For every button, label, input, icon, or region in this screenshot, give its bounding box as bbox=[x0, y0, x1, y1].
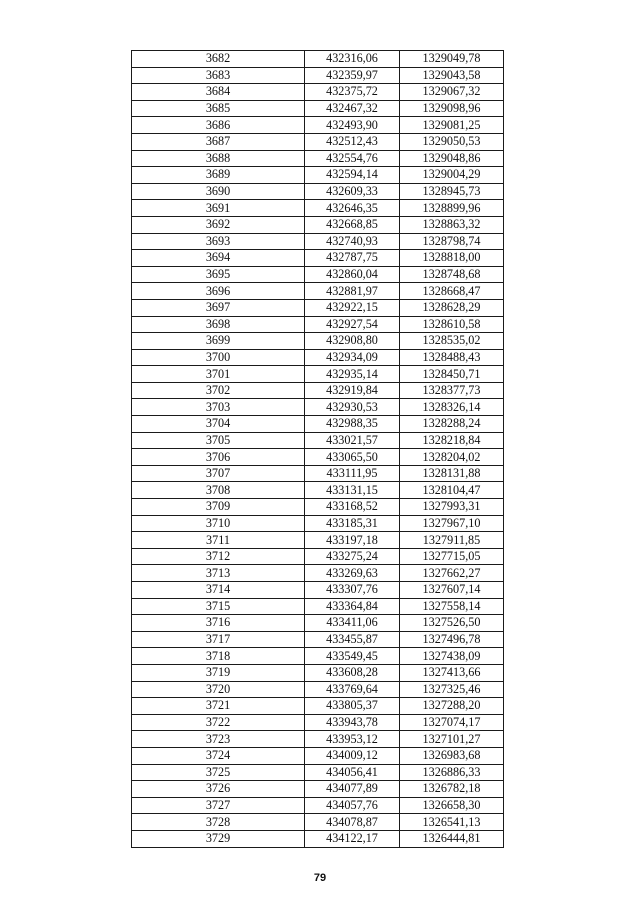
y-coordinate-cell: 1329081,25 bbox=[400, 117, 504, 134]
x-coordinate-cell: 432935,14 bbox=[305, 366, 400, 383]
y-coordinate-cell: 1328610,58 bbox=[400, 316, 504, 333]
y-coordinate-cell: 1327074,17 bbox=[400, 714, 504, 731]
table-row bbox=[132, 51, 504, 68]
table-row bbox=[132, 250, 504, 267]
x-coordinate-cell: 433065,50 bbox=[305, 449, 400, 466]
point-number-cell: 3682 bbox=[132, 51, 305, 68]
x-coordinate-cell: 433549,45 bbox=[305, 648, 400, 665]
y-coordinate-cell: 1327288,20 bbox=[400, 698, 504, 715]
table-row bbox=[132, 714, 504, 731]
table-row bbox=[132, 233, 504, 250]
point-number-cell: 3688 bbox=[132, 150, 305, 167]
point-number-cell: 3719 bbox=[132, 664, 305, 681]
table-row bbox=[132, 333, 504, 350]
table-row bbox=[132, 200, 504, 217]
x-coordinate-cell: 433185,31 bbox=[305, 515, 400, 532]
y-coordinate-cell: 1328131,88 bbox=[400, 465, 504, 482]
x-coordinate-cell: 433197,18 bbox=[305, 532, 400, 549]
x-coordinate-cell: 432594,14 bbox=[305, 167, 400, 184]
y-coordinate-cell: 1328104,47 bbox=[400, 482, 504, 499]
x-coordinate-cell: 432740,93 bbox=[305, 233, 400, 250]
point-number-cell: 3726 bbox=[132, 781, 305, 798]
table-row bbox=[132, 382, 504, 399]
point-number-cell: 3716 bbox=[132, 615, 305, 632]
y-coordinate-cell: 1328899,96 bbox=[400, 200, 504, 217]
y-coordinate-cell: 1329050,53 bbox=[400, 133, 504, 150]
y-coordinate-cell: 1328628,29 bbox=[400, 299, 504, 316]
point-number-cell: 3691 bbox=[132, 200, 305, 217]
x-coordinate-cell: 433769,64 bbox=[305, 681, 400, 698]
x-coordinate-cell: 432359,97 bbox=[305, 67, 400, 84]
x-coordinate-cell: 434056,41 bbox=[305, 764, 400, 781]
table-row bbox=[132, 731, 504, 748]
x-coordinate-cell: 434077,89 bbox=[305, 781, 400, 798]
table-row bbox=[132, 764, 504, 781]
x-coordinate-cell: 432988,35 bbox=[305, 416, 400, 433]
y-coordinate-cell: 1328488,43 bbox=[400, 349, 504, 366]
point-number-cell: 3700 bbox=[132, 349, 305, 366]
table-row bbox=[132, 681, 504, 698]
y-coordinate-cell: 1327662,27 bbox=[400, 565, 504, 582]
table-row bbox=[132, 349, 504, 366]
point-number-cell: 3706 bbox=[132, 449, 305, 466]
x-coordinate-cell: 433364,84 bbox=[305, 598, 400, 615]
table-row bbox=[132, 615, 504, 632]
point-number-cell: 3686 bbox=[132, 117, 305, 134]
x-coordinate-cell: 433953,12 bbox=[305, 731, 400, 748]
x-coordinate-cell: 432787,75 bbox=[305, 250, 400, 267]
y-coordinate-cell: 1328450,71 bbox=[400, 366, 504, 383]
y-coordinate-cell: 1326983,68 bbox=[400, 747, 504, 764]
table-row bbox=[132, 797, 504, 814]
y-coordinate-cell: 1329048,86 bbox=[400, 150, 504, 167]
x-coordinate-cell: 433021,57 bbox=[305, 432, 400, 449]
y-coordinate-cell: 1327607,14 bbox=[400, 582, 504, 599]
y-coordinate-cell: 1327325,46 bbox=[400, 681, 504, 698]
point-number-cell: 3685 bbox=[132, 100, 305, 117]
table-row bbox=[132, 631, 504, 648]
x-coordinate-cell: 432375,72 bbox=[305, 84, 400, 101]
point-number-cell: 3727 bbox=[132, 797, 305, 814]
point-number-cell: 3693 bbox=[132, 233, 305, 250]
table-row bbox=[132, 648, 504, 665]
x-coordinate-cell: 433943,78 bbox=[305, 714, 400, 731]
table-row bbox=[132, 582, 504, 599]
point-number-cell: 3699 bbox=[132, 333, 305, 350]
y-coordinate-cell: 1328863,32 bbox=[400, 216, 504, 233]
table-row bbox=[132, 814, 504, 831]
x-coordinate-cell: 432934,09 bbox=[305, 349, 400, 366]
table-row bbox=[132, 150, 504, 167]
x-coordinate-cell: 433608,28 bbox=[305, 664, 400, 681]
point-number-cell: 3710 bbox=[132, 515, 305, 532]
table-row bbox=[132, 366, 504, 383]
point-number-cell: 3694 bbox=[132, 250, 305, 267]
coordinates-table bbox=[131, 50, 504, 848]
x-coordinate-cell: 432908,80 bbox=[305, 333, 400, 350]
y-coordinate-cell: 1329049,78 bbox=[400, 51, 504, 68]
y-coordinate-cell: 1327413,66 bbox=[400, 664, 504, 681]
x-coordinate-cell: 434122,17 bbox=[305, 830, 400, 847]
table-row bbox=[132, 84, 504, 101]
point-number-cell: 3703 bbox=[132, 399, 305, 416]
x-coordinate-cell: 433269,63 bbox=[305, 565, 400, 582]
y-coordinate-cell: 1327967,10 bbox=[400, 515, 504, 532]
x-coordinate-cell: 432881,97 bbox=[305, 283, 400, 300]
x-coordinate-cell: 432554,76 bbox=[305, 150, 400, 167]
x-coordinate-cell: 434078,87 bbox=[305, 814, 400, 831]
point-number-cell: 3692 bbox=[132, 216, 305, 233]
point-number-cell: 3729 bbox=[132, 830, 305, 847]
point-number-cell: 3721 bbox=[132, 698, 305, 715]
y-coordinate-cell: 1329067,32 bbox=[400, 84, 504, 101]
x-coordinate-cell: 432922,15 bbox=[305, 299, 400, 316]
x-coordinate-cell: 432668,85 bbox=[305, 216, 400, 233]
point-number-cell: 3714 bbox=[132, 582, 305, 599]
y-coordinate-cell: 1328748,68 bbox=[400, 266, 504, 283]
table-row bbox=[132, 316, 504, 333]
point-number-cell: 3684 bbox=[132, 84, 305, 101]
table-row bbox=[132, 499, 504, 516]
x-coordinate-cell: 433111,95 bbox=[305, 465, 400, 482]
point-number-cell: 3728 bbox=[132, 814, 305, 831]
point-number-cell: 3724 bbox=[132, 747, 305, 764]
y-coordinate-cell: 1328288,24 bbox=[400, 416, 504, 433]
point-number-cell: 3709 bbox=[132, 499, 305, 516]
y-coordinate-cell: 1327911,85 bbox=[400, 532, 504, 549]
x-coordinate-cell: 434009,12 bbox=[305, 747, 400, 764]
table-row bbox=[132, 133, 504, 150]
table-row bbox=[132, 515, 504, 532]
point-number-cell: 3725 bbox=[132, 764, 305, 781]
y-coordinate-cell: 1327993,31 bbox=[400, 499, 504, 516]
y-coordinate-cell: 1328535,02 bbox=[400, 333, 504, 350]
y-coordinate-cell: 1328377,73 bbox=[400, 382, 504, 399]
point-number-cell: 3720 bbox=[132, 681, 305, 698]
x-coordinate-cell: 432860,04 bbox=[305, 266, 400, 283]
point-number-cell: 3690 bbox=[132, 183, 305, 200]
point-number-cell: 3705 bbox=[132, 432, 305, 449]
table-row bbox=[132, 532, 504, 549]
y-coordinate-cell: 1328218,84 bbox=[400, 432, 504, 449]
x-coordinate-cell: 432512,43 bbox=[305, 133, 400, 150]
table-row bbox=[132, 565, 504, 582]
x-coordinate-cell: 433275,24 bbox=[305, 548, 400, 565]
table-row bbox=[132, 747, 504, 764]
point-number-cell: 3715 bbox=[132, 598, 305, 615]
point-number-cell: 3695 bbox=[132, 266, 305, 283]
x-coordinate-cell: 433805,37 bbox=[305, 698, 400, 715]
coordinates-table-body bbox=[132, 51, 504, 848]
y-coordinate-cell: 1327496,78 bbox=[400, 631, 504, 648]
y-coordinate-cell: 1328204,02 bbox=[400, 449, 504, 466]
x-coordinate-cell: 432316,06 bbox=[305, 51, 400, 68]
table-row bbox=[132, 266, 504, 283]
y-coordinate-cell: 1326782,18 bbox=[400, 781, 504, 798]
y-coordinate-cell: 1327438,09 bbox=[400, 648, 504, 665]
point-number-cell: 3689 bbox=[132, 167, 305, 184]
x-coordinate-cell: 433455,87 bbox=[305, 631, 400, 648]
x-coordinate-cell: 432919,84 bbox=[305, 382, 400, 399]
point-number-cell: 3696 bbox=[132, 283, 305, 300]
y-coordinate-cell: 1328326,14 bbox=[400, 399, 504, 416]
y-coordinate-cell: 1326444,81 bbox=[400, 830, 504, 847]
x-coordinate-cell: 433168,52 bbox=[305, 499, 400, 516]
table-row bbox=[132, 167, 504, 184]
table-row bbox=[132, 299, 504, 316]
table-row bbox=[132, 183, 504, 200]
x-coordinate-cell: 432930,53 bbox=[305, 399, 400, 416]
point-number-cell: 3717 bbox=[132, 631, 305, 648]
table-row bbox=[132, 664, 504, 681]
table-row bbox=[132, 449, 504, 466]
point-number-cell: 3683 bbox=[132, 67, 305, 84]
y-coordinate-cell: 1327715,05 bbox=[400, 548, 504, 565]
table-row bbox=[132, 548, 504, 565]
point-number-cell: 3687 bbox=[132, 133, 305, 150]
y-coordinate-cell: 1326658,30 bbox=[400, 797, 504, 814]
point-number-cell: 3713 bbox=[132, 565, 305, 582]
y-coordinate-cell: 1329043,58 bbox=[400, 67, 504, 84]
x-coordinate-cell: 433411,06 bbox=[305, 615, 400, 632]
x-coordinate-cell: 432609,33 bbox=[305, 183, 400, 200]
point-number-cell: 3707 bbox=[132, 465, 305, 482]
x-coordinate-cell: 434057,76 bbox=[305, 797, 400, 814]
table-row bbox=[132, 216, 504, 233]
y-coordinate-cell: 1328798,74 bbox=[400, 233, 504, 250]
y-coordinate-cell: 1327526,50 bbox=[400, 615, 504, 632]
x-coordinate-cell: 433307,76 bbox=[305, 582, 400, 599]
table-row bbox=[132, 830, 504, 847]
y-coordinate-cell: 1326886,33 bbox=[400, 764, 504, 781]
y-coordinate-cell: 1328945,73 bbox=[400, 183, 504, 200]
y-coordinate-cell: 1329004,29 bbox=[400, 167, 504, 184]
table-row bbox=[132, 100, 504, 117]
x-coordinate-cell: 432646,35 bbox=[305, 200, 400, 217]
table-row bbox=[132, 465, 504, 482]
point-number-cell: 3722 bbox=[132, 714, 305, 731]
y-coordinate-cell: 1326541,13 bbox=[400, 814, 504, 831]
x-coordinate-cell: 433131,15 bbox=[305, 482, 400, 499]
point-number-cell: 3723 bbox=[132, 731, 305, 748]
table-row bbox=[132, 598, 504, 615]
y-coordinate-cell: 1329098,96 bbox=[400, 100, 504, 117]
table-row bbox=[132, 432, 504, 449]
y-coordinate-cell: 1328818,00 bbox=[400, 250, 504, 267]
point-number-cell: 3701 bbox=[132, 366, 305, 383]
table-row bbox=[132, 67, 504, 84]
x-coordinate-cell: 432467,32 bbox=[305, 100, 400, 117]
table-row bbox=[132, 781, 504, 798]
table-row bbox=[132, 698, 504, 715]
y-coordinate-cell: 1327558,14 bbox=[400, 598, 504, 615]
point-number-cell: 3712 bbox=[132, 548, 305, 565]
x-coordinate-cell: 432493,90 bbox=[305, 117, 400, 134]
point-number-cell: 3708 bbox=[132, 482, 305, 499]
point-number-cell: 3697 bbox=[132, 299, 305, 316]
table-row bbox=[132, 399, 504, 416]
page-number: 79 bbox=[313, 872, 327, 884]
y-coordinate-cell: 1328668,47 bbox=[400, 283, 504, 300]
table-row bbox=[132, 482, 504, 499]
x-coordinate-cell: 432927,54 bbox=[305, 316, 400, 333]
table-row bbox=[132, 117, 504, 134]
table-row bbox=[132, 416, 504, 433]
y-coordinate-cell: 1327101,27 bbox=[400, 731, 504, 748]
table-row bbox=[132, 283, 504, 300]
point-number-cell: 3718 bbox=[132, 648, 305, 665]
point-number-cell: 3704 bbox=[132, 416, 305, 433]
point-number-cell: 3702 bbox=[132, 382, 305, 399]
point-number-cell: 3711 bbox=[132, 532, 305, 549]
point-number-cell: 3698 bbox=[132, 316, 305, 333]
